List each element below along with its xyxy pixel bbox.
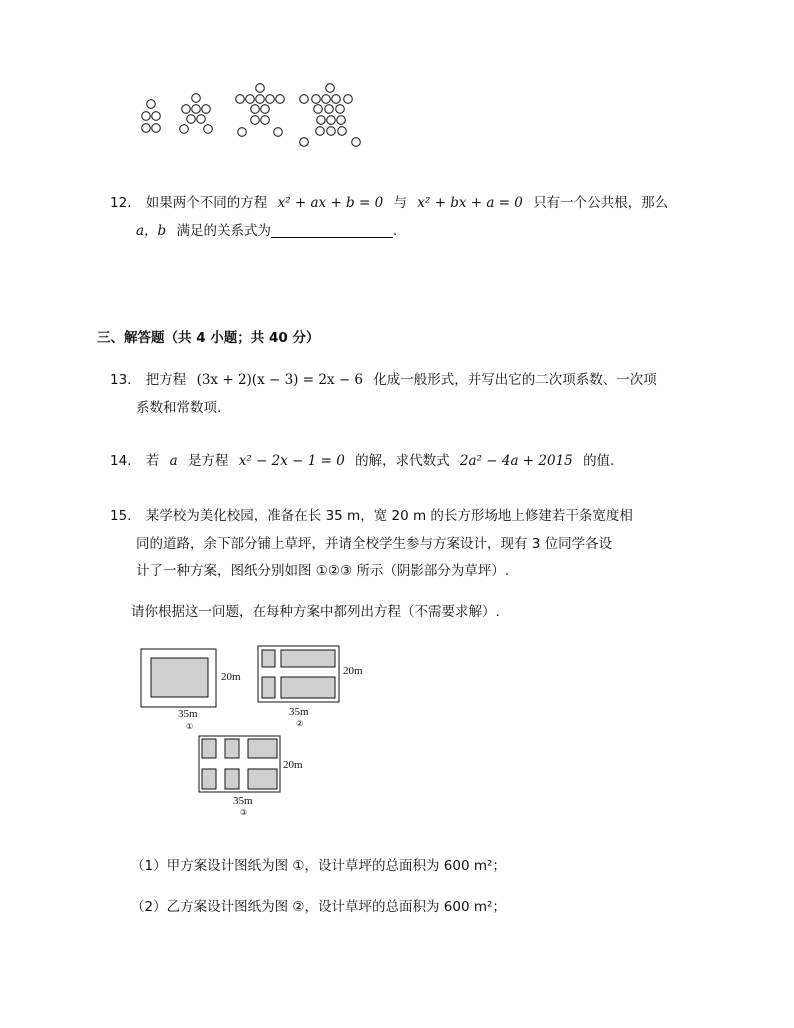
question-15-line-2: 同的道路，余下部分铺上草坪，并请全校学生参与方案设计，现有 3 位同学各设 [136, 536, 613, 552]
equation: x² + bx + a = 0 [417, 195, 523, 211]
question-text: 如果两个不同的方程 [145, 195, 268, 211]
sub-question-2: （2）乙方案设计图纸为图 ②，设计草坪的总面积为 600 m²； [131, 899, 506, 915]
question-text: 只有一个公共根，那么 [533, 195, 669, 211]
expression: 2a² − 4a + 2015 [459, 453, 573, 469]
question-number: 13. [110, 372, 132, 388]
question-text: 若 [145, 453, 160, 469]
question-text: 与 [393, 195, 407, 211]
width-label: 35m [233, 795, 253, 807]
figure-2 [257, 645, 377, 735]
question-text: 某学校为美化校园，准备在长 35 m，宽 20 m 的长方形场地上修建若干条宽度相 [145, 508, 633, 524]
question-text: 的解，求代数式 [355, 453, 450, 469]
dot-pattern-3 [236, 84, 285, 137]
question-text: 是方程 [187, 453, 229, 469]
equation: x² − 2x − 1 = 0 [238, 453, 345, 469]
question-15 [110, 506, 633, 526]
equation: (3x + 2)(x − 3) = 2x − 6 [196, 372, 364, 388]
question-text: 满足的关系式为 [176, 223, 271, 239]
question-12 [110, 193, 668, 213]
height-label: 20m [283, 759, 303, 771]
question-14 [110, 451, 614, 471]
question-12-line-2 [136, 221, 397, 241]
question-13-line-2: 系数和常数项. [136, 400, 222, 416]
figure-number: ② [296, 719, 304, 728]
question-text: 的值. [583, 453, 615, 469]
question-13 [110, 370, 657, 390]
figure-number: ① [186, 722, 194, 731]
figure-2-diagram [257, 645, 341, 705]
period: . [393, 223, 398, 239]
question-number: 15. [110, 508, 132, 524]
question-text: 把方程 [145, 372, 187, 388]
height-label: 20m [343, 665, 363, 677]
question-15-line-4: 请你根据这一问题，在每种方案中都列出方程（不需要求解）. [131, 604, 500, 620]
dot-pattern-4 [300, 84, 361, 147]
figure-1 [138, 646, 248, 736]
figure-3 [198, 735, 318, 825]
dot-pattern-1 [142, 100, 161, 133]
question-number: 12. [110, 195, 132, 211]
width-label: 35m [289, 706, 309, 718]
sub-question-1: （1）甲方案设计图纸为图 ①，设计草坪的总面积为 600 m²； [131, 858, 506, 874]
width-label: 35m [178, 708, 198, 720]
figure-number: ③ [240, 808, 248, 817]
dot-pattern-2 [180, 94, 213, 134]
figure-3-diagram [198, 735, 282, 795]
variable: a [169, 453, 178, 469]
question-text: 化成一般形式，并写出它的二次项系数、一次项 [373, 372, 657, 388]
section-title: 三、解答题（共 4 小题；共 40 分） [97, 330, 320, 346]
question-15-line-3: 计了一种方案，图纸分别如图 ①②③ 所示（阴影部分为草坪）. [136, 563, 510, 579]
variables: a，b [136, 223, 167, 239]
dot-pattern-figures [130, 78, 370, 154]
height-label: 20m [221, 671, 241, 683]
answer-blank[interactable] [271, 223, 393, 238]
question-number: 14. [110, 453, 132, 469]
equation: x² + ax + b = 0 [277, 195, 384, 211]
